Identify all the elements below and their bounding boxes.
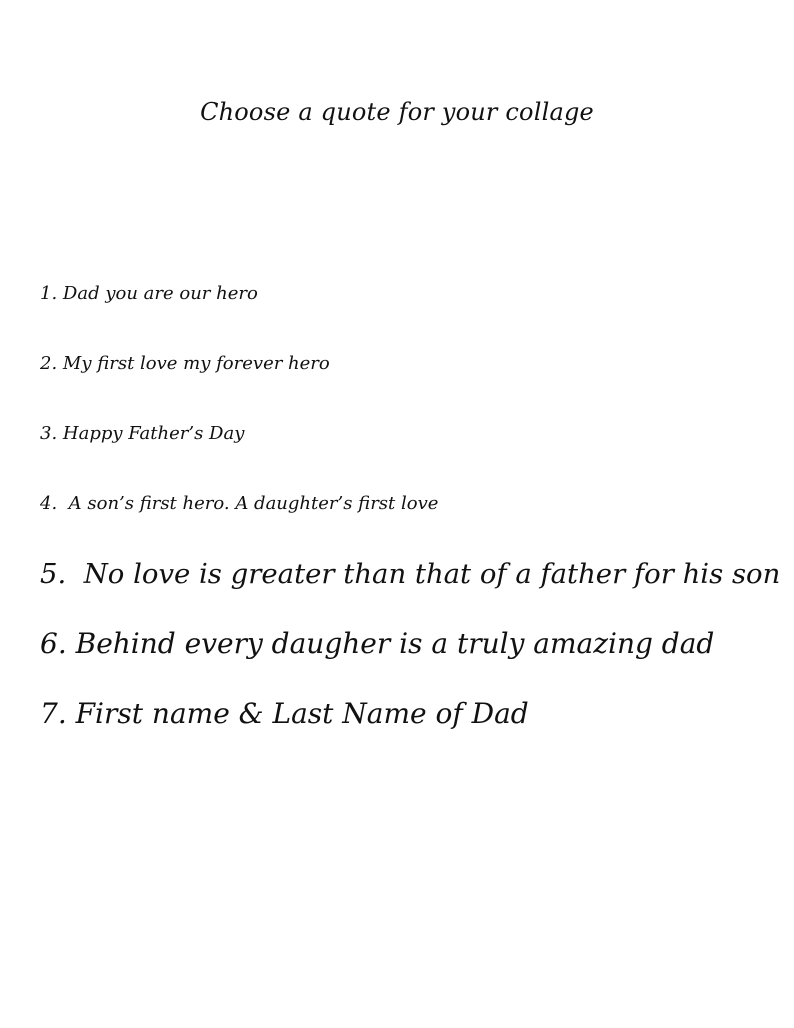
quote-item-1	[40, 272, 780, 342]
quote-number: 1.	[40, 283, 58, 304]
quote-number: 6.	[40, 627, 67, 660]
quote-number: 5.	[40, 558, 67, 590]
quote-text: Dad you are our hero	[62, 283, 258, 304]
page-title: Choose a quote for your collage	[200, 98, 594, 126]
quote-item-4	[40, 482, 780, 552]
quote-item-5	[40, 552, 780, 622]
quote-text: Happy Father’s Day	[62, 423, 245, 444]
quote-text: My first love my forever hero	[62, 353, 330, 374]
quote-number: 3.	[40, 423, 58, 444]
quote-item-3	[40, 412, 780, 482]
quote-number: 7.	[40, 697, 67, 730]
quote-text: A son’s first hero. A daughter’s first love	[62, 493, 439, 514]
quote-text: No love is greater than that of a father for his son	[75, 558, 781, 590]
quote-item-7	[40, 692, 780, 762]
quote-item-2	[40, 342, 780, 412]
quote-item-6	[40, 622, 780, 692]
quote-list	[40, 272, 780, 762]
quote-number: 2.	[40, 353, 58, 374]
quote-number: 4.	[40, 493, 58, 514]
quote-text: Behind every daugher is a truly amazing dad	[75, 627, 715, 660]
quote-text: First name & Last Name of Dad	[75, 697, 529, 730]
